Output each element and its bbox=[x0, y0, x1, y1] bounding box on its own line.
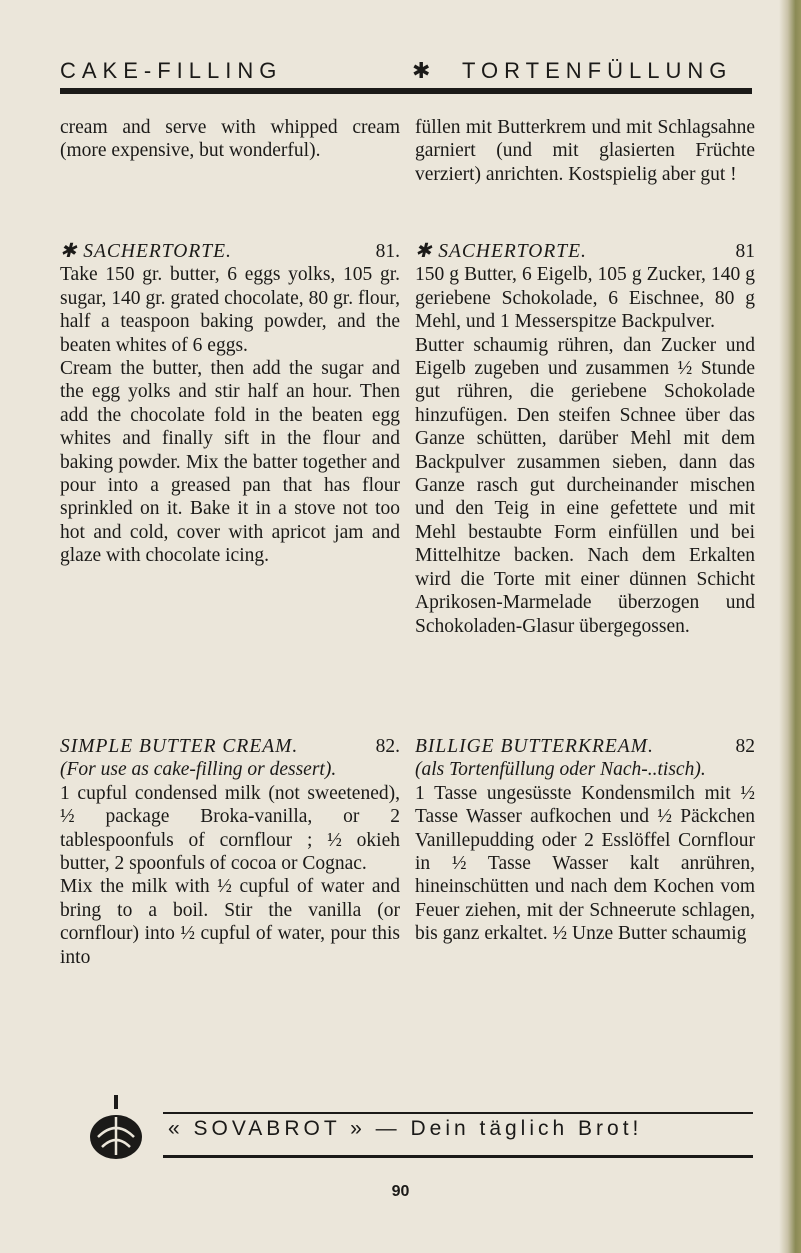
en-recipe-82 bbox=[60, 735, 400, 969]
page-edge bbox=[779, 0, 801, 1253]
de-recipe-82-number: 82 bbox=[735, 736, 755, 757]
footer-slogan: Dein täglich Brot! bbox=[410, 1117, 643, 1140]
en-intro: cream and serve with whipped cream (more expensive, but wonderful). bbox=[60, 117, 400, 162]
de-recipe-82-ingredients: 1 Tasse ungesüsste Kondensmilch mit ½ Tasse Wasser aufkochen und ½ Päckchen Vanillepudding oder 2 Esslöffel Cornflour in ½ Tasse Wasser kalt anrühren, hineinschütten und nach dem Kochen vom Feuer ziehen, mit der Schneerute schlagen, bis ganz erkaltet. ½ Unze Butter schaumig bbox=[415, 782, 755, 945]
de-recipe-82-subtitle: (als Tortenfüllung oder Nach-..tisch). bbox=[415, 759, 706, 781]
de-intro-block bbox=[415, 116, 755, 186]
en-recipe-82-number: 82. bbox=[375, 736, 400, 757]
sovabrot-logo-icon bbox=[88, 1095, 144, 1161]
header-separator-icon: ✱ bbox=[412, 58, 431, 83]
en-recipe-81-title bbox=[60, 240, 400, 263]
footer-rule-top bbox=[163, 1112, 753, 1114]
de-recipe-82-name: BILLIGE BUTTERKREAM. bbox=[415, 736, 654, 757]
de-recipe-81-ingredients: 150 g Butter, 6 Eigelb, 105 g Zucker, 140 g geriebene Schokolade, 6 Eischnee, 80 g Mehl, und 1 Messerspitze Backpulver. bbox=[415, 264, 755, 333]
footer-dash: — bbox=[375, 1117, 401, 1140]
running-header bbox=[60, 58, 750, 88]
de-intro: füllen mit Butterkrem und mit Schlagsahne garniert (und mit glasierten Früchte verziert) anrichten. Kostspielig aber gut ! bbox=[415, 117, 755, 185]
footer-rule-bottom bbox=[163, 1155, 753, 1158]
en-recipe-81-ingredients: Take 150 gr. butter, 6 eggs yolks, 105 gr. sugar, 140 gr. grated chocolate, 80 gr. flour, half a teaspoon baking powder, and the beaten whites of 6 eggs. bbox=[60, 264, 400, 356]
page-footer bbox=[88, 1085, 758, 1175]
de-recipe-82 bbox=[415, 735, 755, 946]
en-recipe-82-method: Mix the milk with ½ cupful of water and bring to a boil. Stir the vanilla (or cornflour) into ½ cupful of water, pour this into bbox=[60, 876, 400, 968]
page-number: 90 bbox=[391, 1183, 410, 1200]
de-recipe-81 bbox=[415, 240, 755, 638]
header-english: CAKE-FILLING bbox=[60, 58, 283, 83]
en-recipe-82-ingredients: 1 cupful condensed milk (not sweetened), ½ package Broka-vanilla, or 2 tablespoonfuls of cornflour ; ½ okieh butter, 2 spoonfuls of cocoa or Cognac. bbox=[60, 782, 400, 875]
de-recipe-81-number: 81 bbox=[735, 241, 755, 262]
en-recipe-82-title bbox=[60, 735, 400, 758]
en-recipe-82-subtitle: (For use as cake-filling or dessert). bbox=[60, 759, 337, 781]
en-recipe-82-name: SIMPLE BUTTER CREAM. bbox=[60, 736, 299, 757]
en-recipe-81-number: 81. bbox=[375, 241, 400, 262]
de-recipe-81-method: Butter schaumig rühren, dan Zucker und Eigelb zugeben und zusammen ½ Stunde gut rühren, die geriebene Schokolade hinzufügen. Den steifen Schnee über das Ganze schütten, darüber Mehl mit dem Backpulver zusammen sieben, dann das Ganze rasch gut durcheinander mischen und den Teig in eine gefettete und mit Mehl bestaubte Form einfüllen und bei Mittelhitze backen. Nach dem Erkalten wird die Torte mit einer dünnen Schicht Aprikosen-Marmelade überzogen und Schokoladen-Glasur übergegossen. bbox=[415, 334, 755, 637]
header-rule bbox=[60, 88, 752, 94]
de-recipe-81-name: ✱ SACHERTORTE. bbox=[415, 241, 587, 262]
en-recipe-81-name: ✱ SACHERTORTE. bbox=[60, 241, 232, 262]
footer-brand: « SOVABROT » bbox=[168, 1117, 366, 1140]
en-intro-block bbox=[60, 116, 400, 163]
en-recipe-81-method: Cream the butter, then add the sugar and the egg yolks and stir half an hour. Then add the chocolate fold in the beaten egg whites and finally sift in the flour and baking powder. Mix the batter together and pour into a greased pan that has flour sprinkled on it. Bake it in a stove not too hot and cold, cover with apricot jam and glaze with chocolate icing. bbox=[60, 358, 400, 567]
de-recipe-82-title bbox=[415, 735, 755, 758]
header-german: TORTENFÜLLUNG bbox=[462, 58, 733, 83]
de-recipe-81-title bbox=[415, 240, 755, 263]
footer-slogan-line bbox=[168, 1117, 758, 1141]
en-recipe-81 bbox=[60, 240, 400, 568]
